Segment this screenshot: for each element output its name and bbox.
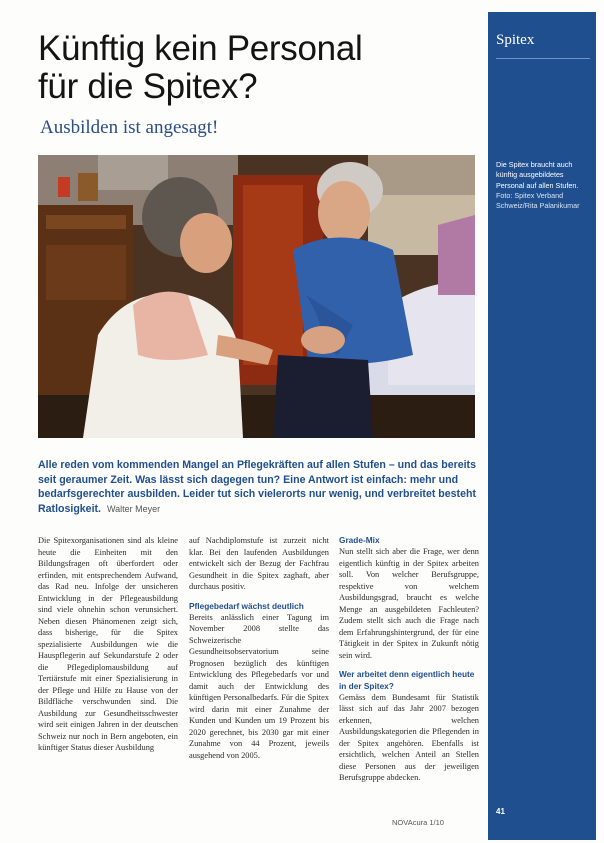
section-heading: Wer arbeitet denn eigentlich heute in der Spitex? bbox=[339, 669, 475, 691]
body-paragraph: Die Spitexorganisationen sind als kleine heute die Einheiten mit den Bildungsfragen oft überfordert oder erfinden, mit entsprechendem Aufwand, das Rad neu. Infolge der unsicheren Entwicklung in der Pflegeausbildung sind viele ohnehin schon verunsichert. Neben diesen Phänomenen zeigt sich, dass bisherige, für die Spitex spezialisierte Ausbildungen wie die Hauspflegerin auf Sekundarstufe 2 oder die Pflegediplomausbildung auf Tertiärstufe mit einer Spezialisierung in der Pflege und Hilfe zu Hause von der Bildfläche verschwunden sind. Die Ausbildung zur Gesundheitsschwester wird seit einigen Jahren in der deutschen Schweiz nur noch in Bern angeboten, ein künftiger Status dieser Ausbildung bbox=[38, 536, 178, 752]
article-subtitle: Ausbilden ist angesagt! bbox=[40, 117, 219, 138]
body-paragraph: Gemäss dem Bundesamt für Statistik lässt sich auf das Jahr 2007 bezogen erkennen, welchen Ausbildungskategorien die Pflegenden in der Spitex angehören. Ebenfalls ist ersichtlich, welchen Anteil an Stellen diese Personen aus der jeweiligen Berufsgruppe abdecken. bbox=[339, 692, 479, 783]
section-label: Spitex bbox=[496, 32, 535, 48]
body-paragraph: Bereits anlässlich einer Tagung im November 2008 stellte das Schweizerische Gesundheitsobservatorium seine Prognosen bezüglich des künftigen Entwicklung des Pflegebedarfs vor und damit auch der Entwicklung des künftigen Personalbedarfs. Für die Spitex wird darin mit einer Zunahme der Kunden und Kunden um 19 Prozent bis 2020 gerechnet, bis 2030 gar mit einer Zunahme von 44 Prozent, jeweils ausgehend von 2005. bbox=[189, 612, 329, 760]
body-column-3 bbox=[339, 535, 479, 784]
title-line-1: Künftig kein Personal bbox=[38, 29, 363, 68]
section-heading: Grade-Mix bbox=[339, 535, 380, 545]
section-sidebar bbox=[488, 12, 596, 840]
section-heading: Pflegebedarf wächst deutlich bbox=[189, 600, 304, 611]
sidebar-divider bbox=[496, 58, 590, 59]
body-column-2 bbox=[189, 535, 329, 761]
article-photo bbox=[38, 155, 475, 438]
body-column-1 bbox=[38, 535, 178, 754]
photo-caption bbox=[496, 160, 584, 211]
magazine-footer: NOVAcura 1/10 bbox=[392, 818, 444, 827]
body-paragraph: Nun stellt sich aber die Frage, wer denn eigentlich künftig in der Spitex arbeiten soll. Von welcher Berufsgruppe, respektive von welchem Ausbildungsgrad, braucht es welche Menge an ausgebildeten Fachleuten? Zudem stellt sich auch die Frage nach dem Erfahrungshintergrund, der für eine Tätigkeit in der Spitex in Zukunft nötig sein wird. bbox=[339, 547, 479, 660]
caption-text: Die Spitex braucht auch künftig ausgebildetes Personal auf allen Stufen. bbox=[496, 160, 579, 190]
lead-text: Alle reden vom kommenden Mangel an Pflegekräften auf allen Stufen – und das bereits seit geraumer Zeit. Was lässt sich dagegen tun? Eine Antwort ist einfach: mehr und bedarfsgerechter ausbilden. Leider tut sich vielerorts nur wenig, und verbreitet besteht Ratlosigkeit. bbox=[38, 459, 476, 515]
author-name: Walter Meyer bbox=[107, 503, 161, 514]
body-paragraph: auf Nachdiplomstufe ist zurzeit nicht klar. Bei den laufenden Ausbildungen entwickelt sich der Bezug der Fachfrau Gesundheit in die Spitex zaghaft, aber durchaus positiv. bbox=[189, 536, 329, 591]
title-line-2: für die Spitex? bbox=[38, 67, 258, 106]
page-number: 41 bbox=[496, 807, 505, 816]
photo-credit: Foto: Spitex Verband Schweiz/Rita Palanikumar bbox=[496, 190, 580, 211]
article-title bbox=[38, 30, 478, 106]
article-lead bbox=[38, 458, 478, 516]
photo-illustration bbox=[38, 155, 475, 438]
